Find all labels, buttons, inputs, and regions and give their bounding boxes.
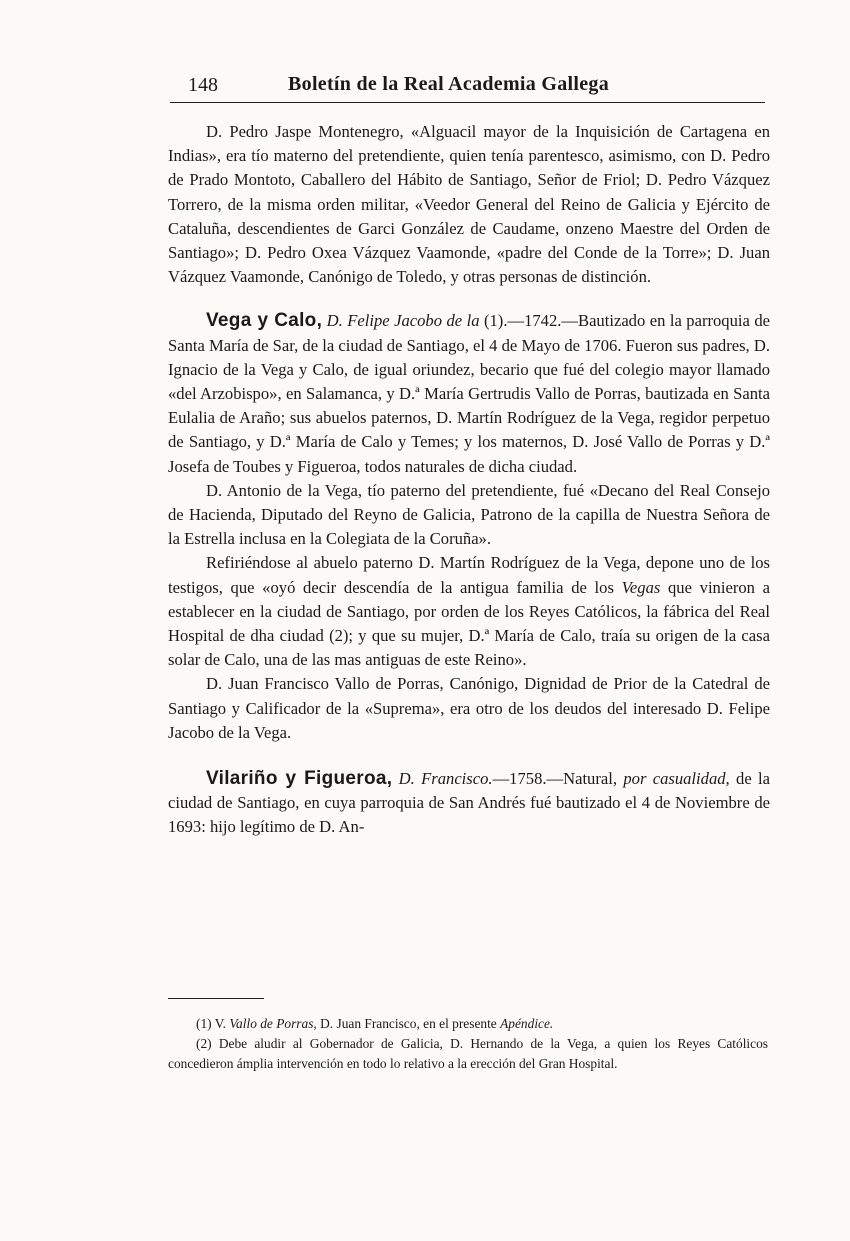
entry-heading: Vilariño y Figueroa, bbox=[206, 768, 393, 790]
text-run: que vinieron a establecer en la ciudad de Santiago, por orden de los Reyes Católicos, la fábrica del Real Hospital de dha ciudad (2); y que su mujer, D.ª María de Calo, traía su origen de la casa solar de Calo, una de las mas antiguas de este Reino». bbox=[168, 577, 771, 670]
page-number: 148 bbox=[188, 74, 218, 96]
running-title: Boletín de la Real Academia Gallega bbox=[288, 73, 610, 95]
paragraph-relatives: D. Pedro Jaspe Montenegro, «Alguacil mayor de la Inquisición de Cartagena en Indias», era tío materno del pretendiente, quien tenía parentesco, asimismo, con D. Pedro de Prado Montoto, Caballero del Hábito de Santiago, Señor de Friol; D. Pedro Vázquez Torrero, de la misma orden militar, «Veedor General del Reino de Galicia y Ejército de Cataluña, descendientes de Garci González de Caudame, onzeno Maestre del Orden de Santiago»; D. Pedro Oxea Vázquez Vaamonde, «padre del Conde de la Torre»; D. Juan Vázquez Vaamonde, Canónigo de Toledo, y otras personas de distinción. bbox=[168, 122, 770, 287]
footnote-1 bbox=[168, 1014, 768, 1034]
paragraph-juan-francisco: D. Juan Francisco Vallo de Porras, Canónigo, Dignidad de Prior de la Catedral de Santiago y Calificador de la «Suprema», era otro de los deudos del interesado D. Felipe Jacobo de la Vega. bbox=[168, 674, 770, 742]
text-run-italic: por casualidad, bbox=[623, 769, 730, 789]
entry-heading: Vega y Calo, bbox=[206, 310, 323, 332]
entry-vega-y-calo bbox=[168, 309, 770, 478]
text-run: —1758.—Natural, bbox=[492, 769, 624, 789]
footnote-ref-1[interactable]: (1) bbox=[483, 311, 504, 331]
footnote-rule bbox=[168, 998, 264, 999]
text-run-italic: Vegas bbox=[621, 577, 661, 597]
running-header bbox=[170, 72, 765, 103]
entry-person: D. Felipe Jacobo de la bbox=[326, 311, 480, 331]
body-text bbox=[168, 120, 770, 840]
entry-vilarino bbox=[168, 767, 770, 840]
text-run-italic: Vallo de Porras, bbox=[229, 1016, 317, 1031]
text-run: (1) V. bbox=[196, 1016, 230, 1031]
footnotes bbox=[168, 1014, 768, 1074]
text-run-italic: Apéndice. bbox=[500, 1016, 554, 1031]
footnote-2: (2) Debe aludir al Gobernador de Galicia, D. Hernando de la Vega, a quien los Reyes Católicos concedieron ámplia intervención en todo lo relativo a la erección del Gran Hospital. bbox=[168, 1036, 768, 1071]
paragraph-antonio: D. Antonio de la Vega, tío paterno del pretendiente, fué «Decano del Real Consejo de Hacienda, Diputado del Reyno de Galicia, Patrono de la capilla de Nuestra Señora de la Estrella inclusa en la Colegiata de la Coruña». bbox=[168, 480, 770, 549]
entry-person: D. Francisco. bbox=[398, 769, 493, 789]
paragraph-abuelo bbox=[168, 551, 770, 672]
text-run: de la ciudad de Santiago, en cuya parroquia de San Andrés fué bautizado el 4 de Noviembre de 1693: hijo legítimo de D. An- bbox=[168, 769, 770, 837]
text-run: Refiriéndose al abuelo paterno D. Martín Rodríguez de la Vega, depone uno de los testigos, que «oyó decir descendía de la antigua familia de los bbox=[168, 553, 770, 597]
entry-text: .—1742.—Bautizado en la parroquia de Santa María de Sar, de la ciudad de Santiago, el 4 de Mayo de 1706. Fueron sus padres, D. Ignacio de la Vega y Calo, de igual oriundez, becario que fué del colegio mayor llamado «del Arzobispo», en Salamanca, y D.ª María Gertrudis Vallo de Porras, bautizada en Santa Eulalia de Araño; sus abuelos paternos, D. Martín Rodríguez de la Vega, regidor perpetuo de Santiago, y D.ª María de Calo y Temes; y los maternos, D. José Vallo de Porras y D.ª Josefa de Toubes y Figueroa, todos naturales de dicha ciudad. bbox=[168, 311, 770, 476]
text-run: D. Juan Francisco, en el presente bbox=[316, 1016, 501, 1031]
